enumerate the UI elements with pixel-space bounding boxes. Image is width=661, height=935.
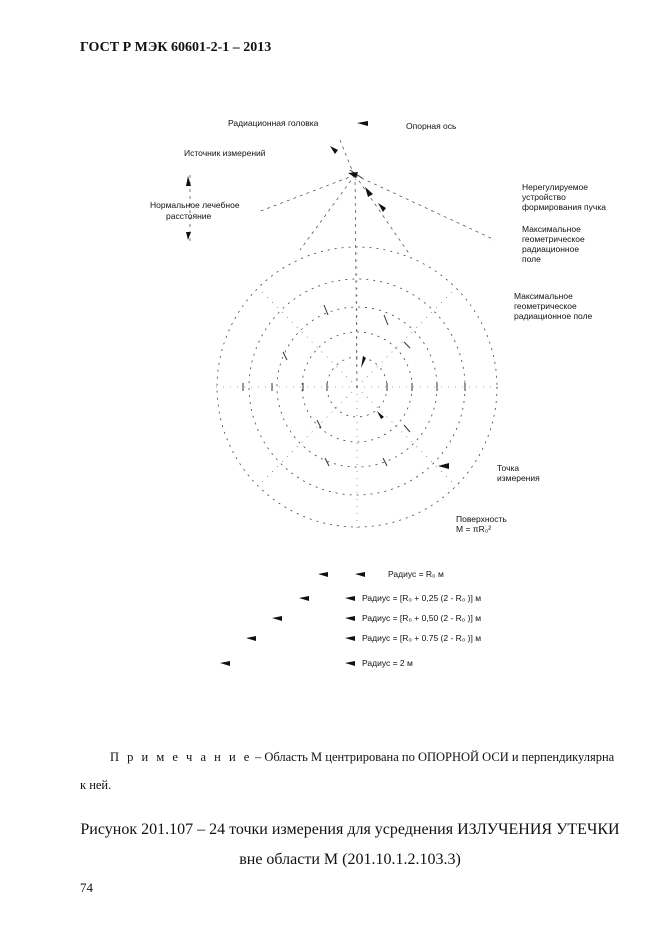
- arrow-point: [377, 411, 384, 419]
- label-beam-1: Нерегулируемое: [522, 182, 589, 192]
- beam-lines: [190, 140, 495, 387]
- page-number: 74: [80, 880, 93, 895]
- label-source: Источник измерений: [184, 148, 266, 158]
- figure-note: [80, 743, 620, 799]
- label-maxgeo-4: поле: [522, 254, 541, 264]
- label-point-2: измерения: [497, 473, 540, 483]
- note-text: – Область M центрирована по ОПОРНОЙ ОСИ и перпендикулярна к ней.: [80, 750, 615, 792]
- label-radius-3: Радиус = [R₀ + 0.75 (2 - R₀ )] м: [362, 633, 482, 643]
- label-radius-4: Радиус = 2 м: [362, 658, 413, 668]
- label-beam-3: формирования пучка: [522, 202, 606, 212]
- caption-line-2: вне области M (201.10.1.2.103.3): [239, 851, 461, 868]
- figure-caption: [80, 815, 620, 875]
- pointer-arrows: [186, 121, 449, 469]
- caption-line-1: Рисунок 201.107 – 24 точки измерения для усреднения ИЗЛУЧЕНИЯ УТЕЧКИ: [80, 821, 620, 838]
- label-radius-2: Радиус = [R₀ + 0,50 (2 - R₀ )] м: [362, 613, 482, 623]
- radius-arrows: [220, 572, 365, 666]
- label-radius-0: Радиус = R₀ м: [388, 569, 444, 579]
- label-maxfield-2: геометрическое: [514, 301, 577, 311]
- label-point-1: Точка: [497, 463, 520, 473]
- label-radius-1: Радиус = [R₀ + 0,25 (2 - R₀ )] м: [362, 593, 482, 603]
- label-axis: Опорная ось: [406, 121, 457, 131]
- label-surface-1: Поверхность: [456, 514, 507, 524]
- arrow-source: [330, 146, 338, 154]
- label-surface-2: M = πR₀²: [456, 524, 492, 534]
- arrow-head: [357, 121, 368, 126]
- label-maxgeo-3: радиационное: [522, 244, 580, 254]
- arrow-beam: [365, 187, 373, 197]
- label-maxgeo-1: Максимальное: [522, 224, 581, 234]
- arrow-center: [361, 356, 366, 368]
- label-normal-1: Нормальное лечебное: [150, 200, 240, 210]
- label-head: Радиационная головка: [228, 118, 319, 128]
- document-header: ГОСТ Р МЭК 60601-2-1 – 2013: [80, 40, 272, 55]
- label-maxfield-3: радиационное поле: [514, 311, 593, 321]
- label-maxfield-1: Максимальное: [514, 291, 573, 301]
- measurement-points: [243, 170, 465, 466]
- label-beam-2: устройство: [522, 192, 566, 202]
- label-maxgeo-2: геометрическое: [522, 234, 585, 244]
- note-prefix: П р и м е ч а н и е: [110, 750, 252, 764]
- arrow-measure: [438, 463, 449, 469]
- label-normal-2: расстояние: [166, 211, 212, 221]
